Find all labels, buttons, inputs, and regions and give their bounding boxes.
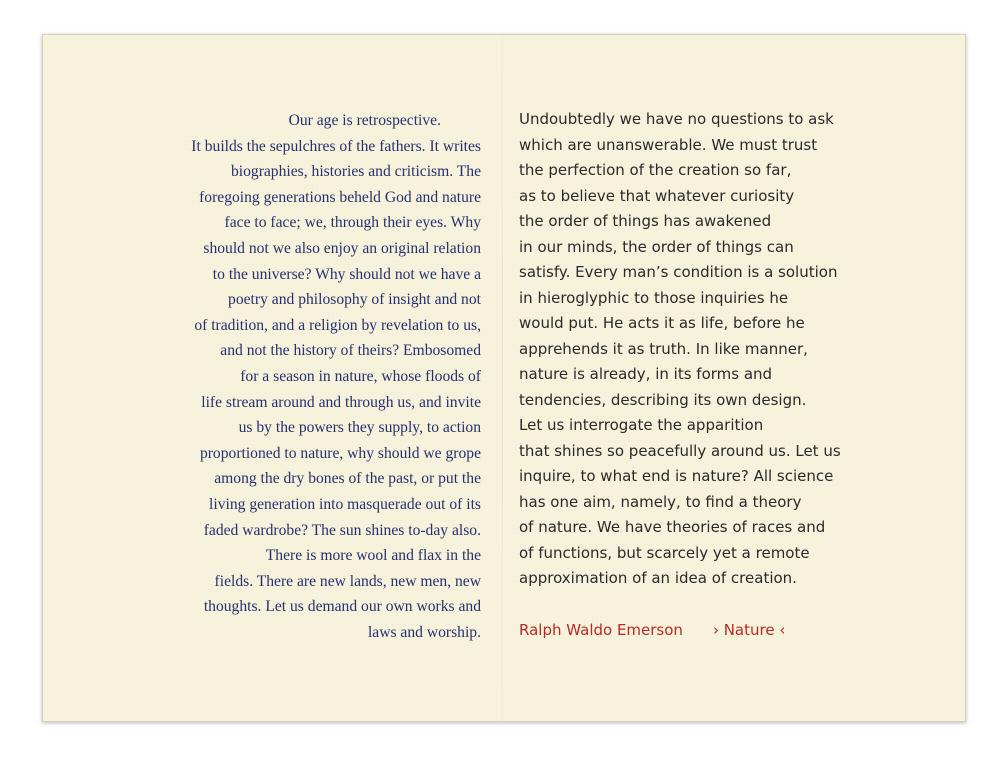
right-line: approximation of an idea of creation.: [519, 569, 797, 587]
left-line: fields. There are new lands, new men, new: [214, 572, 481, 590]
left-line: life stream around and through us, and invite: [201, 393, 481, 411]
left-line: of tradition, and a religion by revelation to us,: [194, 316, 481, 334]
right-line: has one aim, namely, to find a theory: [519, 492, 802, 511]
right-line: satisfy. Every man’s condition is a solution: [519, 263, 838, 281]
left-line: for a season in nature, whose floods of: [240, 367, 481, 385]
right-line: of functions, but scarcely yet a remote: [519, 543, 810, 562]
left-line: It builds the sepulchres of the fathers. It writes: [191, 137, 481, 155]
right-line: the perfection of the creation so far,: [519, 161, 792, 179]
right-line: apprehends it as truth. In like manner,: [519, 339, 808, 358]
right-line: in hieroglyphic to those inquiries he: [519, 288, 789, 307]
attribution: [519, 618, 785, 642]
center-fold: [502, 35, 503, 721]
right-line: of nature. We have theories of races and: [519, 518, 826, 536]
left-line: living generation into masquerade out of its: [209, 495, 481, 513]
work-title: › Nature ‹: [712, 621, 786, 639]
left-line: should not we also enjoy an original relation: [203, 239, 481, 257]
right-line: Let us interrogate the apparition: [519, 416, 764, 434]
left-line: foregoing generations beheld God and nature: [199, 188, 481, 206]
left-line: and not the history of theirs? Embosomed: [220, 342, 481, 360]
author-name: Ralph Waldo Emerson: [519, 621, 683, 639]
left-line: biographies, histories and criticism. The: [230, 163, 481, 181]
left-line: to the universe? Why should not we have a: [212, 265, 481, 283]
left-line: us by the powers they supply, to action: [238, 419, 481, 437]
right-line: Undoubtedly we have no questions to ask: [519, 110, 834, 128]
right-line: nature is already, in its forms and: [519, 365, 773, 383]
left-text-column: [129, 108, 481, 645]
right-text-column: [519, 107, 899, 592]
paper-sheet: [42, 34, 966, 722]
left-line: Our age is retrospective.: [288, 112, 441, 129]
left-line: faded wardrobe? The sun shines to-day also.: [203, 521, 481, 539]
left-line: laws and worship.: [367, 623, 481, 641]
left-line: face to face; we, through their eyes. Why: [224, 214, 481, 232]
right-line: the order of things has awakened: [519, 212, 772, 230]
right-line: which are unanswerable. We must trust: [519, 135, 818, 154]
left-line: poetry and philosophy of insight and not: [228, 291, 481, 309]
left-line: proportioned to nature, why should we grope: [199, 444, 481, 462]
left-line: thoughts. Let us demand our own works and: [203, 598, 481, 616]
right-line: that shines so peacefully around us. Let us: [519, 441, 841, 460]
left-line: among the dry bones of the past, or put the: [214, 470, 481, 488]
right-line: would put. He acts it as life, before he: [519, 314, 805, 332]
right-line: tendencies, describing its own design.: [519, 390, 807, 409]
right-line: as to believe that whatever curiosity: [519, 186, 795, 205]
right-line: in our minds, the order of things can: [519, 237, 794, 256]
right-line: inquire, to what end is nature? All science: [519, 467, 834, 485]
left-line: There is more wool and flax in the: [265, 547, 481, 565]
